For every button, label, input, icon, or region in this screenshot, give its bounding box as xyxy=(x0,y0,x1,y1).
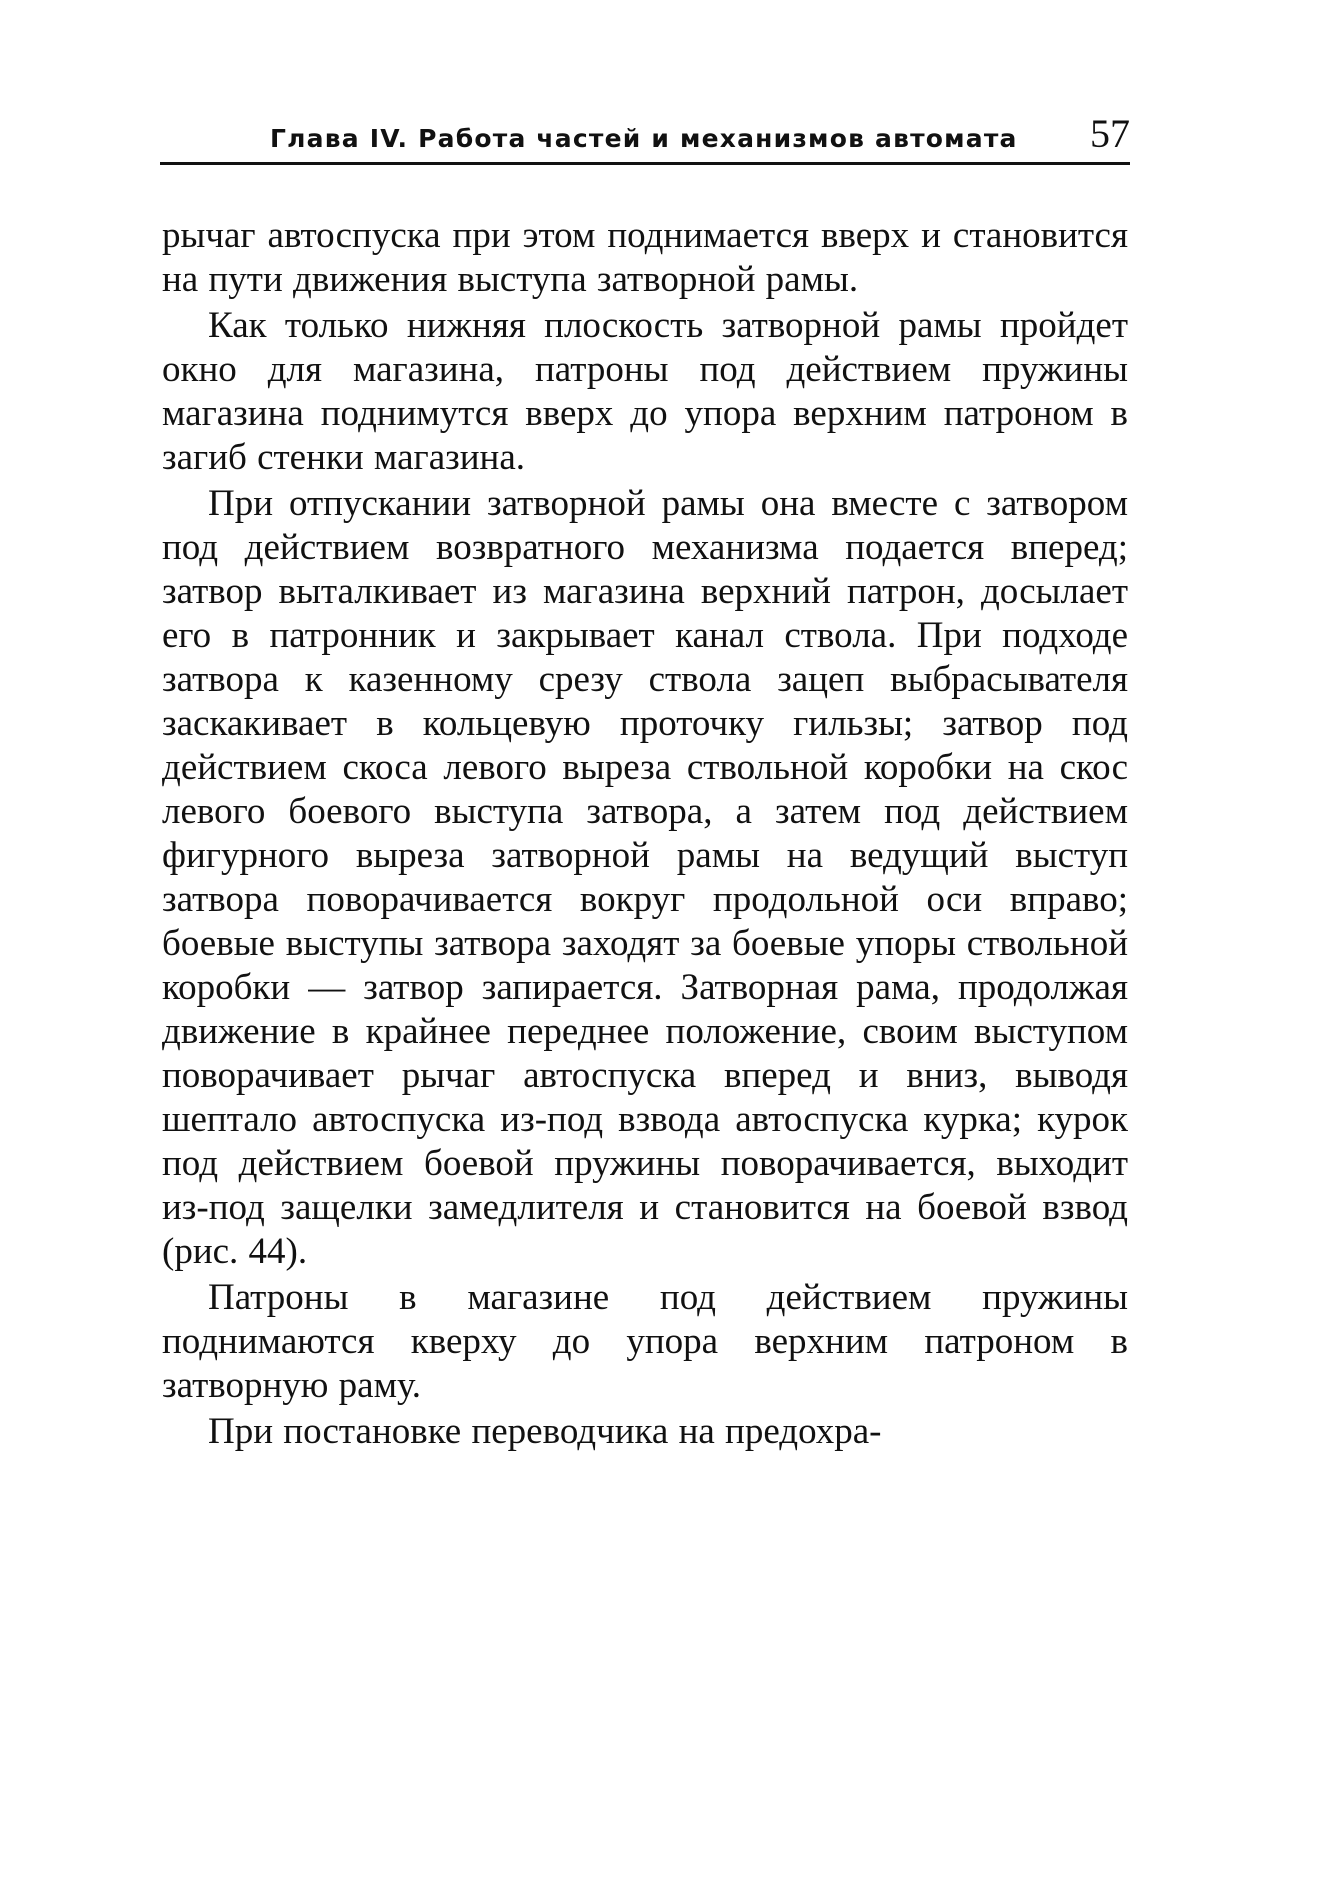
body-text xyxy=(162,214,1128,1454)
paragraph-magazine-cartridges: Как только нижняя плоскость затворной рамы пройдет окно для магазина, патроны под действием пружины магазина поднимутся вверх до упора верхним патроном в загиб стенки магазина. xyxy=(162,305,1128,478)
chapter-title: Глава IV. Работа частей и механизмов автомата xyxy=(270,124,1018,153)
running-header xyxy=(160,110,1130,165)
paragraph-selector-safety: При постановке переводчика на предохра- xyxy=(208,1411,882,1452)
paragraph-cartridges-rise: Патроны в магазине под действием пружины поднимаются кверху до упора верхним патроном в затворную раму. xyxy=(162,1277,1128,1406)
paragraph-continuation: рычаг автоспуска при этом поднимается вверх и становится на пути движения выступа затворной рамы. xyxy=(162,215,1128,300)
page-number: 57 xyxy=(1090,111,1130,156)
paragraph-bolt-frame-release: При отпускании затворной рамы она вместе с затвором под действием возвратного механизма подается вперед; затвор выталкивает из магазина верхний патрон, досылает его в патронник и закрывает канал ствола. При подходе затвора к казенному срезу ствола зацеп выбрасывателя заскакивает в кольцевую проточку гильзы; затвор под действием скоса левого выреза ствольной коробки на скос левого боевого выступа затвора, а затем под действием фигурного выреза затворной рамы на ведущий выступ затвора поворачивается вокруг продольной оси вправо; боевые выступы затвора заходят за боевые упоры ствольной коробки — затвор запирается. Затворная рама, продолжая движение в крайнее переднее положение, своим выступом поворачивает рычаг автоспуска вперед и вниз, выводя шептало автоспуска из-под взвода автоспуска курка; курок под действием боевой пружины поворачивается, выходит из-под защелки замедлителя и становится на боевой взвод (рис. 44). xyxy=(162,483,1128,1272)
